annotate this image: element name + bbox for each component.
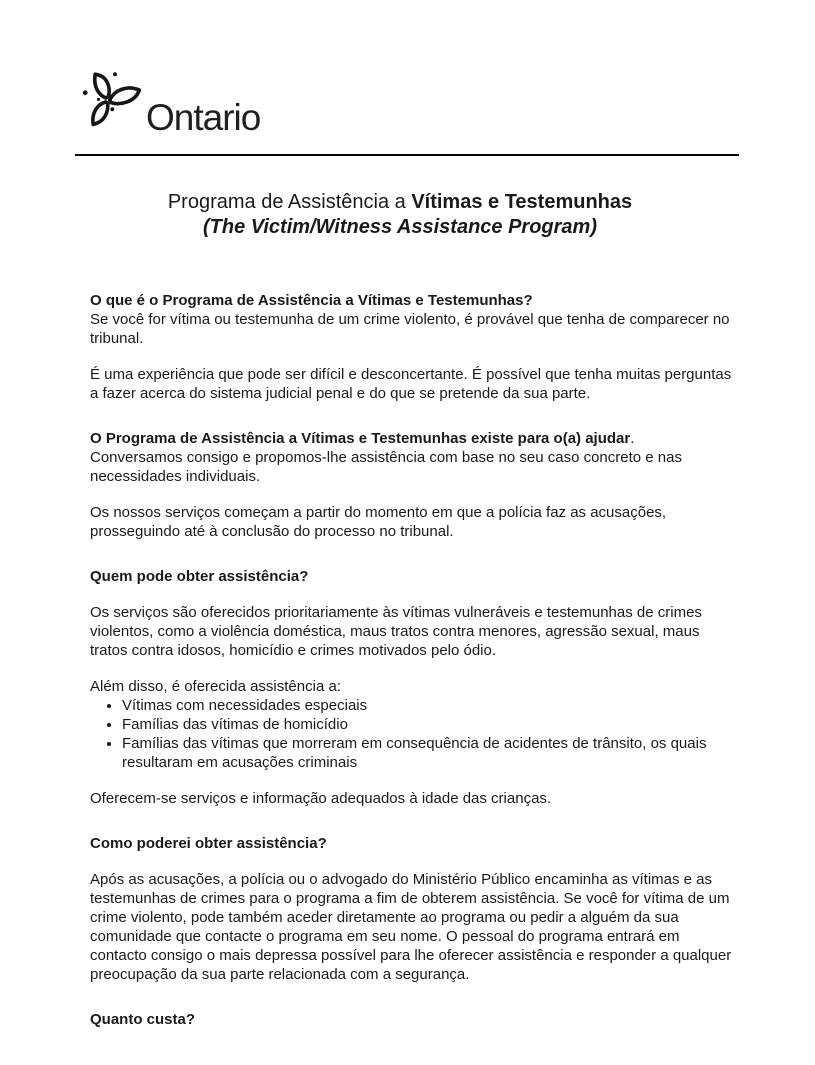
- section-heading: O que é o Programa de Assistência a Vítimas e Testemunhas?: [90, 292, 533, 309]
- ontario-wordmark: Ontario: [146, 97, 261, 138]
- trillium-flower-icon: [78, 62, 144, 138]
- ontario-logo: [78, 62, 260, 138]
- paragraph: Oferecem-se serviços e informação adequados à idade das crianças.: [90, 790, 552, 807]
- section-how-to-get-assistance: [90, 834, 736, 984]
- bullet-item: • Famílias das vítimas que morreram em consequência de acidentes de trânsito, os quais resultaram em acusações criminais: [122, 734, 736, 772]
- section-heading: Quanto custa?: [90, 1011, 196, 1028]
- section-program-helps-you: [90, 429, 736, 541]
- paragraph: Além disso, é oferecida assistência a:: [90, 678, 341, 695]
- heading-suffix: .: [630, 430, 635, 447]
- assistance-bullet-list: [90, 696, 736, 772]
- bullet-item: • Vítimas com necessidades especiais: [122, 696, 736, 715]
- paragraph: Os serviços são oferecidos prioritariamente às vítimas vulneráveis e testemunhas de crimes violentos, como a violência doméstica, maus tratos contra menores, agressão sexual, maus tratos contra idosos, homicídio e crimes motivados pelo ódio.: [90, 604, 702, 659]
- section-heading: Como poderei obter assistência?: [90, 835, 327, 852]
- section-how-much-does-it-cost: [90, 1010, 736, 1029]
- paragraph: Conversamos consigo e propomos-lhe assistência com base no seu caso concreto e nas necessidades individuais.: [90, 449, 682, 485]
- document-body: [90, 291, 736, 1029]
- document-title: [0, 190, 800, 240]
- title-line-2-english: (The Victim/Witness Assistance Program): [202, 216, 597, 238]
- heading-bold-text: O Programa de Assistência a Vítimas e Testemunhas existe para o(a) ajudar: [90, 430, 631, 447]
- paragraph: Após as acusações, a polícia ou o advogado do Ministério Público encaminha as vítimas e as testemunhas de crimes para o programa a fim de obterem assistência. Se você for vítima de um crime violento, pode também aceder diretamente ao programa ou pedir a alguém da sua comunidade que contacte o programa em seu nome. O pessoal do programa entrará em contacto consigo o mais depressa possível para lhe oferecer assistência e responder a qualquer preocupação da sua parte relacionada com a segurança.: [90, 871, 732, 983]
- title-text-bold: Vítimas e Testemunhas: [411, 191, 633, 213]
- section-what-is-program: [90, 291, 736, 403]
- title-line-1: [0, 190, 800, 215]
- section-heading: Quem pode obter assistência?: [90, 568, 309, 585]
- paragraph: É uma experiência que pode ser difícil e desconcertante. É possível que tenha muitas perguntas a fazer acerca do sistema judicial penal e do que se pretende da sua parte.: [90, 366, 732, 402]
- section-heading: [90, 429, 736, 448]
- title-text-regular: Programa de Assistência a: [167, 191, 412, 213]
- paragraph: Se você for vítima ou testemunha de um crime violento, é provável que tenha de comparecer no tribunal.: [90, 311, 730, 347]
- header-rule: [75, 154, 739, 156]
- paragraph: Os nossos serviços começam a partir do momento em que a polícia faz as acusações, prosseguindo até à conclusão do processo no tribunal.: [90, 504, 667, 540]
- bullet-item: • Famílias das vítimas de homicídio: [122, 715, 736, 734]
- section-who-can-get-assistance: [90, 567, 736, 808]
